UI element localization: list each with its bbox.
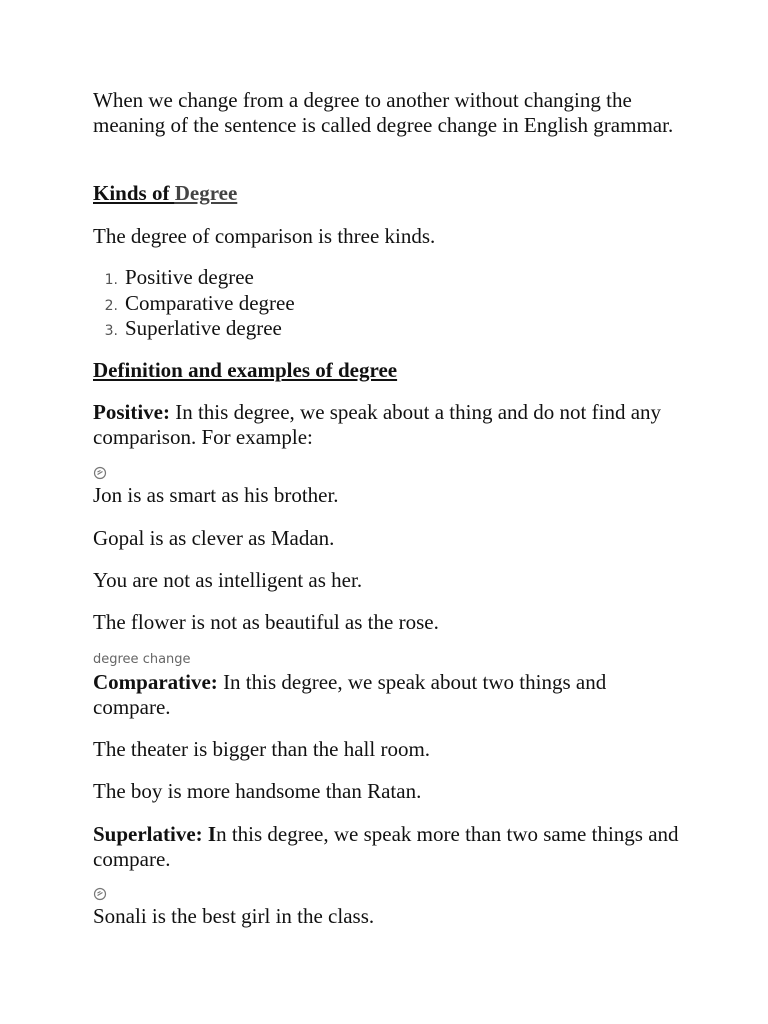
kinds-intro: The degree of comparison is three kinds.: [93, 224, 436, 248]
list-item-text: Superlative degree: [125, 316, 282, 340]
list-item-text: Positive degree: [125, 265, 254, 289]
definition-heading: [93, 358, 683, 383]
list-item: [93, 265, 683, 291]
ad-choices-icon[interactable]: [93, 466, 107, 480]
intro-paragraph: When we change from a degree to another without changing the meaning of the sentence is called degree change in English grammar.: [93, 88, 674, 137]
list-item: [93, 291, 683, 317]
positive-text: In this degree, we speak about a thing and do not find any comparison. For example:: [93, 400, 662, 449]
ad-label[interactable]: degree change: [93, 652, 191, 667]
degree-link[interactable]: Degree: [174, 181, 238, 205]
superlative-label: Superlative: I: [93, 822, 217, 846]
comparative-paragraph: [93, 670, 683, 720]
superlative-text: n this degree, we speak more than two same things and compare.: [93, 822, 679, 871]
kinds-heading-prefix: Kinds of: [93, 181, 175, 205]
superlative-paragraph: [93, 822, 683, 872]
list-number: 2.: [104, 297, 118, 314]
definition-heading-text: Definition and examples of degree: [93, 358, 398, 382]
example-sentence: Sonali is the best girl in the class.: [93, 904, 375, 928]
example-sentence: The boy is more handsome than Ratan.: [93, 779, 422, 803]
comparative-label: Comparative:: [93, 670, 218, 694]
list-number: 3.: [104, 323, 118, 339]
kinds-list: [93, 265, 683, 342]
list-item: [93, 316, 683, 342]
example-sentence: The theater is bigger than the hall room.: [93, 737, 431, 761]
example-sentence: You are not as intelligent as her.: [93, 568, 363, 592]
positive-paragraph: [93, 400, 683, 450]
ad-choices-icon[interactable]: [93, 887, 107, 901]
example-sentence: Gopal is as clever as Madan.: [93, 526, 335, 550]
list-item-text: Comparative degree: [125, 290, 295, 315]
example-sentence: Jon is as smart as his brother.: [93, 483, 339, 507]
example-sentence: The flower is not as beautiful as the rose.: [93, 610, 439, 634]
comparative-text: In this degree, we speak about two things and compare.: [93, 670, 607, 719]
positive-label: Positive:: [93, 400, 170, 424]
list-number: 1.: [104, 272, 118, 288]
kinds-heading: [93, 181, 683, 206]
